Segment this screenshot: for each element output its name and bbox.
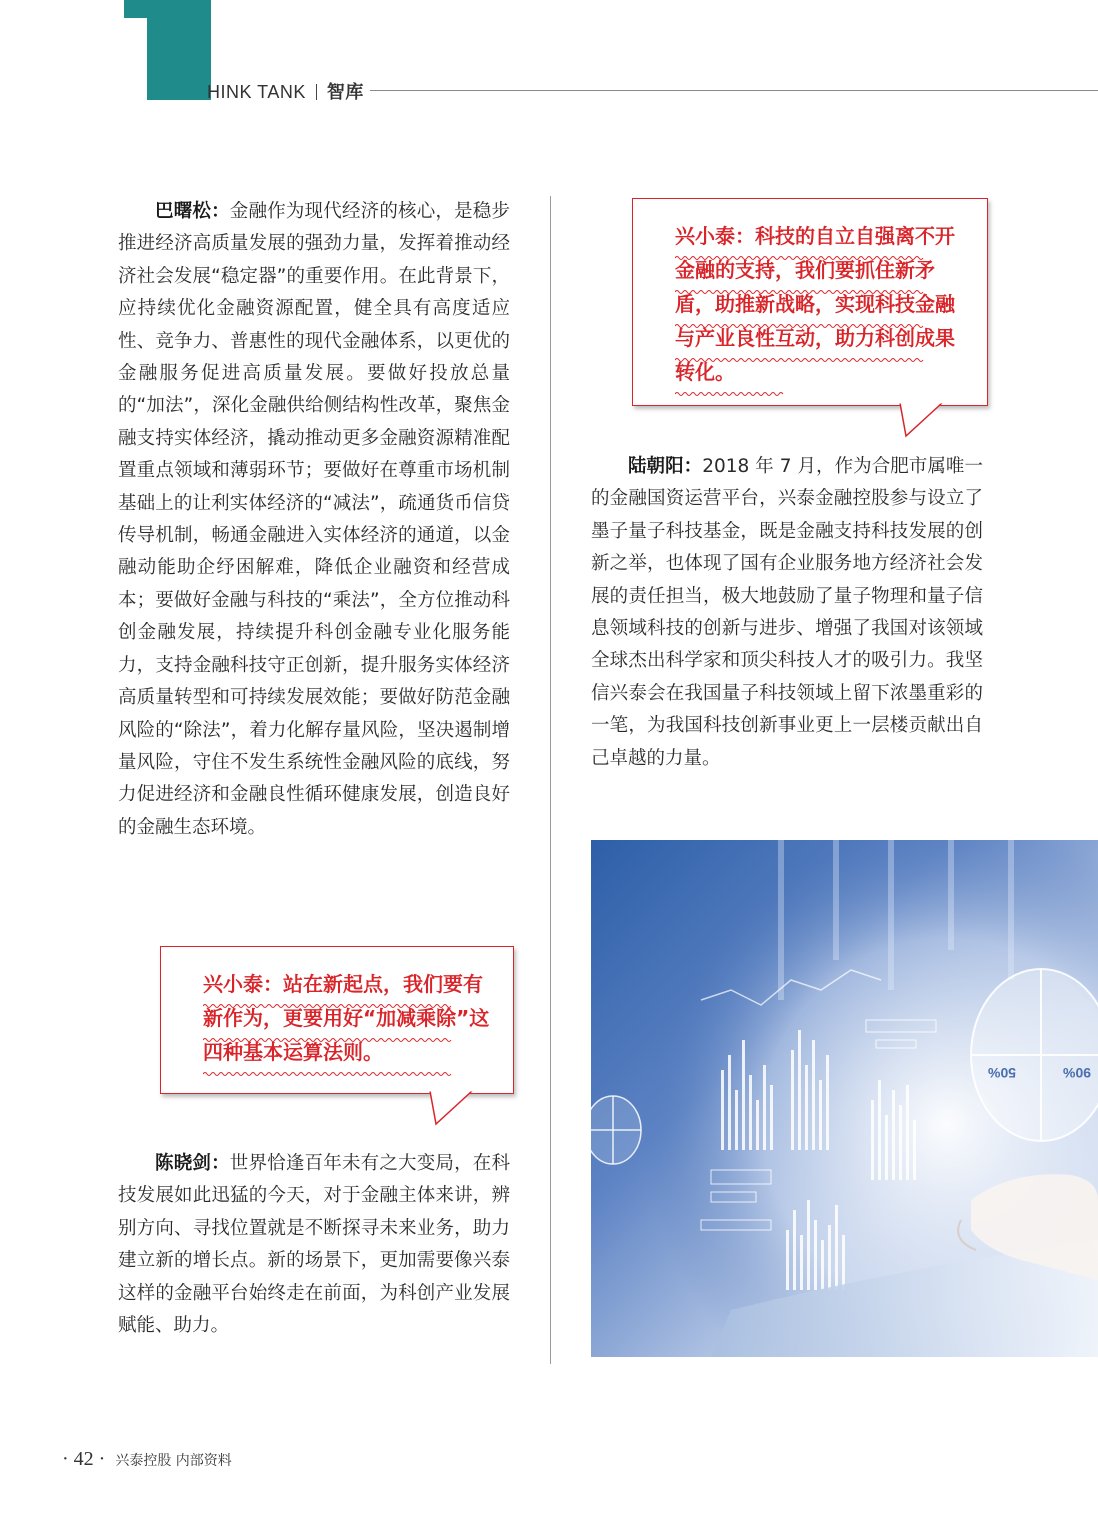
- left-column-lower: [118, 1148, 510, 1342]
- wavy-underline-icon: [675, 357, 925, 363]
- page-footer: [62, 1448, 232, 1471]
- paragraph-text: 2018 年 7 月，作为合肥市属唯一的金融国资运营平台，兴泰金融控股参与设立了墨子量子科技基金，既是金融支持科技发展的创新之举，也体现了国有企业服务地方经济社会发展的责任担当，极大地鼓励了量子物理和量子信息领域科技的创新与进步、增强了我国对该领域全球杰出科学家和顶尖科技人才的吸引力。我坚信兴泰会在我国量子科技领域上留下浓墨重彩的一笔，为我国科技创新事业更上一层楼贡献出自己卓越的力量。: [591, 456, 983, 769]
- publication-name: 兴泰控股 内部资料: [115, 1453, 232, 1469]
- right-column: [591, 451, 983, 775]
- section-title-en: HINK TANK: [207, 82, 306, 102]
- section-header: [207, 78, 364, 104]
- wavy-underline-icon: [675, 289, 925, 295]
- callout-box-middle: [160, 946, 514, 1094]
- section-title-cn: 智库: [326, 82, 364, 102]
- fintech-illustration: [591, 840, 1098, 1357]
- wavy-underline-icon: [203, 1071, 453, 1077]
- wavy-underline-icon: [203, 1037, 453, 1043]
- paragraph-ba-shusong: [118, 196, 510, 844]
- paragraph-chen-xiaojian: [118, 1148, 510, 1342]
- page-number: · 42 ·: [62, 1448, 106, 1470]
- speaker-name: 巴曙松：: [155, 201, 230, 222]
- fintech-photo: [591, 840, 1098, 1357]
- paragraph-text: 世界恰逢百年未有之大变局，在科技发展如此迅猛的今天，对于金融主体来讲，辨别方向、寻找位置就是不断探寻未来业务，助力建立新的增长点。新的场景下，更加需要像兴泰这样的金融平台始终走在前面，为科创产业发展赋能、助力。: [118, 1153, 510, 1337]
- callout-text: 兴小泰：站在新起点，我们要有新作为，更要用好“加减乘除”这四种基本运算法则。: [203, 972, 490, 1064]
- dial-label-left: 50%: [987, 1065, 1016, 1081]
- wavy-underline-icon: [675, 255, 925, 261]
- callout-tail-icon: [428, 1090, 484, 1126]
- paragraph-text: 金融作为现代经济的核心，是稳步推进经济高质量发展的强劲力量，发挥着推动经济社会发展“稳定器”的重要作用。在此背景下，应持续优化金融资源配置，健全具有高度适应性、竞争力、普惠性的现代金融体系，以更优的金融服务促进高质量发展。要做好投放总量的“加法”，深化金融供给侧结构性改革，聚焦金融支持实体经济，撬动推动更多金融资源精准配置重点领域和薄弱环节；要做好在尊重市场机制基础上的让利实体经济的“减法”，疏通货币信贷传导机制，畅通金融进入实体经济的通道，以金融动能助企纾困解难，降低企业融资和经营成本；要做好金融与科技的“乘法”，全方位推动科创金融发展，持续提升科创金融专业化服务能力，支持金融科技守正创新，提升服务实体经济高质量转型和可持续发展效能；要做好防范金融风险的“除法”，着力化解存量风险，坚决遏制增量风险，守住不发生系统性金融风险的底线，努力促进经济和金融良性循环健康发展，创造良好的金融生态环境。: [118, 201, 510, 838]
- paragraph-lu-chaoyang: [591, 451, 983, 775]
- section-logo-t-bar: [124, 0, 210, 18]
- callout-text: 兴小泰：科技的自立自强离不开金融的支持，我们要抓住新矛盾，助推新战略，实现科技金融与产业良性互动，助力科创成果转化。: [675, 224, 955, 384]
- left-column: [118, 196, 510, 844]
- speaker-name: 陆朝阳：: [628, 456, 703, 477]
- callout-tail-icon: [898, 402, 954, 438]
- dial-label-right: 90%: [1062, 1065, 1091, 1081]
- speaker-name: 陈晓剑：: [155, 1153, 230, 1174]
- column-divider: [550, 196, 551, 1364]
- callout-box-top: [632, 198, 988, 406]
- wavy-underline-icon: [675, 323, 925, 329]
- wavy-underline-icon: [203, 1003, 453, 1009]
- header-rule: [370, 90, 1098, 91]
- wavy-underline-icon: [675, 391, 785, 397]
- header-separator: [316, 84, 317, 100]
